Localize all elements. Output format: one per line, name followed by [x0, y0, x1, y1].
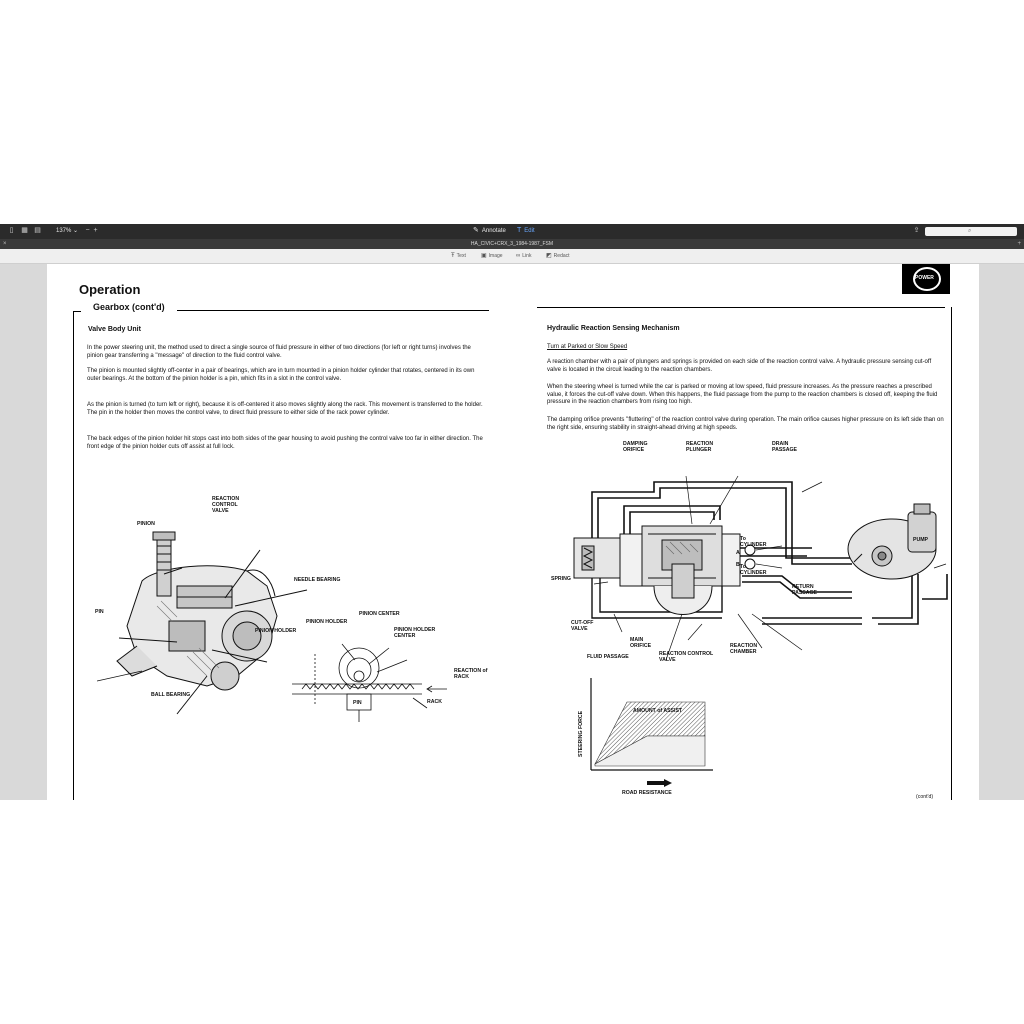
pdf-viewer-window — [0, 224, 1024, 800]
label-reaction-of-rack: REACTION of RACK — [454, 668, 488, 680]
left-frame-line — [73, 311, 74, 800]
share-icon[interactable]: ⇪ — [913, 227, 920, 234]
right-heading: Hydraulic Reaction Sensing Mechanism — [547, 325, 680, 332]
right-paragraph-3: The damping orifice prevents ''fluttering'' of the reaction control valve during operation. The main orifice causes higher pressure on its left side than on the right side, ensuring stability in straight-ahead driving at high speeds. — [547, 417, 944, 431]
label-spring: SPRING — [551, 576, 571, 582]
continued-note: (cont'd) — [916, 794, 934, 800]
left-frame-tick — [73, 311, 81, 312]
document-tab-title[interactable]: HA_CIVIC+CRX_3_1984-1987_FSM — [470, 241, 554, 247]
graph-ylabel: STEERING FORCE — [578, 710, 584, 757]
tab-bar — [0, 239, 1024, 249]
label-pin-bottom: PIN — [353, 700, 362, 706]
left-paragraph-2: The pinion is mounted slightly off-center in a pair of bearings, which are in turn mounted in a pinion holder cylinder that rotates, centered in its own outer bearings. At the bottom of the pinion holder is a pin, which fits in a slot in the control valve. — [87, 368, 475, 382]
power-steering-logo — [902, 264, 950, 294]
close-tab-icon[interactable]: × — [3, 241, 7, 247]
right-top-rule — [537, 307, 945, 308]
label-to-cylinder-a: To CYLINDER — [740, 536, 767, 548]
redact-tool[interactable] — [546, 252, 570, 260]
label-reaction-control-valve-left: REACTION CONTROL VALVE — [212, 496, 240, 514]
zoom-out-icon[interactable]: − — [85, 227, 90, 234]
edit-button[interactable] — [517, 226, 535, 236]
add-link-tool[interactable] — [516, 252, 531, 260]
redact-tool-label: Redact — [553, 253, 570, 259]
left-paragraph-1: In the power steering unit, the method used to direct a single source of fluid pressure in either of two directions (for left or right turns) involves the pinion gear transferring a ''message'' of direction to the fluid control valve. — [87, 345, 471, 359]
search-input[interactable] — [925, 227, 1017, 236]
search-icon: ⌕ — [968, 228, 972, 234]
label-reaction-chamber: REACTION CHAMBER — [730, 643, 758, 655]
label-reaction-plunger: REACTION PLUNGER — [686, 441, 714, 453]
toolbar — [0, 224, 1024, 239]
link-tool-label: Link — [522, 253, 532, 259]
annotate-label: Annotate — [481, 228, 506, 234]
right-subheading: Turn at Parked or Slow Speed — [547, 344, 628, 350]
label-return-passage: RETURN PASSAGE — [792, 584, 817, 596]
label-main-orifice: MAIN ORIFICE — [630, 637, 652, 649]
label-to-cylinder-b: To CYLINDER — [740, 564, 767, 576]
right-arrow-icon — [647, 780, 673, 786]
zoom-in-icon[interactable]: + — [93, 227, 98, 234]
right-paragraph-1: A reaction chamber with a pair of plungers and springs is provided on each side of the reaction control valve. A hydraulic pressure sensing cut-off valve is located in the circuit leading to the reaction chambers. — [547, 359, 932, 373]
page-layout-icon[interactable]: ▤ — [34, 227, 41, 234]
sidebar-toggle-icon[interactable]: ▯ — [9, 227, 14, 234]
label-pinion-center: PINION CENTER — [359, 611, 400, 617]
label-needle-bearing: NEEDLE BEARING — [294, 577, 341, 583]
pencil-icon: ✎ — [473, 227, 479, 234]
add-text-tool[interactable] — [451, 252, 466, 260]
image-tool-label: Image — [488, 253, 503, 259]
left-paragraph-3: As the pinion is turned (to turn left or right), because it is off-centered it also moves slightly along the rack. This movement is transferred to the holder. The pin in the holder then moves the control valve, to direct fluid pressure to either side of the rack power cylinder. — [87, 402, 483, 416]
annotate-button[interactable] — [473, 226, 506, 236]
label-port-a: A — [736, 550, 740, 556]
subtitle-rule — [177, 310, 489, 311]
label-ball-bearing: BALL BEARING — [151, 692, 191, 698]
link-tool-icon: ∞ — [516, 253, 521, 259]
label-drain-passage: DRAIN PASSAGE — [772, 441, 797, 453]
graph-area-label: AMOUNT of ASSIST — [633, 708, 683, 714]
edit-tools-bar — [0, 249, 1024, 264]
label-reaction-control-valve-right: REACTION CONTROL VALVE — [659, 651, 714, 663]
left-paragraph-4: The back edges of the pinion holder hit stops cast into both sides of the gear housing to avoid pushing the control valve too far in either direction. The front edge of the pinion holder cuts off assist at full lock. — [87, 436, 483, 450]
assist-graph — [587, 674, 717, 774]
label-port-b: B — [736, 562, 740, 568]
label-pinion-holder-left: PINION HOLDER — [255, 628, 297, 634]
image-tool-icon: ▣ — [481, 253, 487, 259]
new-tab-icon[interactable]: + — [1017, 241, 1021, 247]
page-title: Operation — [79, 282, 141, 297]
label-pin-left: PIN — [95, 609, 104, 615]
label-pinion-holder-center: PINION HOLDER CENTER — [394, 627, 436, 639]
label-pinion: PINION — [137, 521, 155, 527]
label-rack: RACK — [427, 699, 442, 705]
label-damping-orifice: DAMPING ORIFICE — [623, 441, 648, 453]
graph-xlabel: ROAD RESISTANCE — [622, 790, 672, 796]
left-heading: Valve Body Unit — [88, 326, 141, 333]
edit-label: Edit — [524, 228, 535, 234]
text-tool-label: Text — [456, 253, 466, 259]
logo-text: POWER — [915, 275, 934, 281]
document-page — [47, 264, 979, 800]
label-pump: PUMP — [913, 537, 928, 543]
redact-tool-icon: ◩ — [546, 253, 552, 259]
label-cut-off-valve: CUT-OFF VALVE — [571, 620, 594, 632]
label-fluid-passage: FLUID PASSAGE — [587, 654, 629, 660]
page-subtitle: Gearbox (cont'd) — [93, 302, 165, 312]
right-paragraph-2: When the steering wheel is turned while the car is parked or moving at low speed, fluid pressure increases. As the pressure reaches a prescribed value, it forces the cut-off valve down. When this happens, the fluid passage from the pump to the reaction chambers is closed off, keeping the fluid pressure in the reaction chambers from rising too high. — [547, 384, 938, 406]
text-tool-icon: Ŧ — [451, 253, 455, 259]
label-pinion-holder-mid: PINION HOLDER — [306, 619, 348, 625]
add-image-tool[interactable] — [481, 252, 503, 260]
zoom-select[interactable]: 137% ⌄ — [56, 228, 79, 234]
text-edit-icon: T — [517, 227, 522, 234]
grid-view-icon[interactable]: ▦ — [21, 227, 28, 234]
